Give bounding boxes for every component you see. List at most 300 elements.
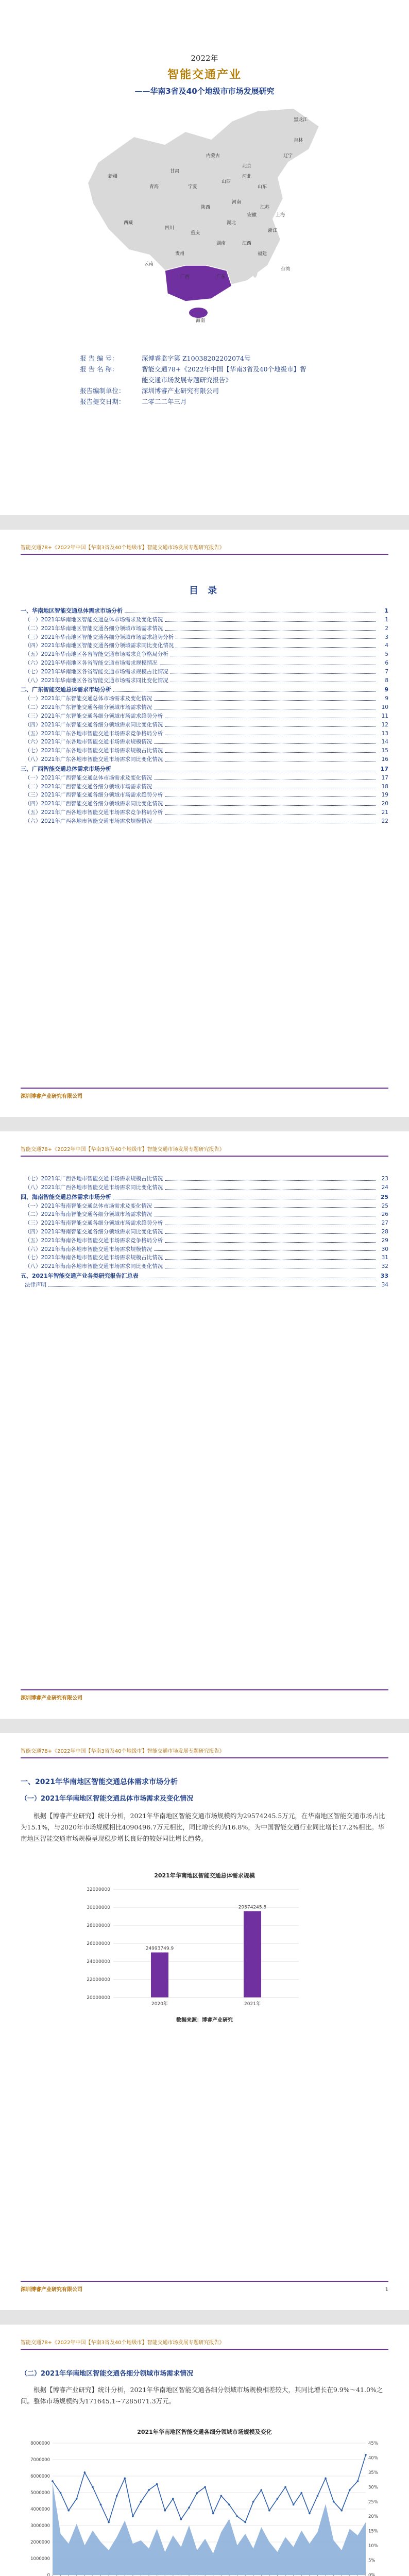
toc-leader-dots: [165, 1236, 376, 1243]
map-province-label: 甘肃: [170, 169, 180, 174]
toc-entry[interactable]: [21, 1253, 388, 1262]
toc-page-number: 26: [381, 1211, 388, 1218]
cover-info-row: [80, 396, 312, 407]
y-tick-label: 24000000: [87, 1959, 110, 1964]
x-tick-label: 2020年: [151, 2002, 168, 2007]
toc-leader-dots: [48, 1281, 376, 1287]
growth-point-6: [100, 2504, 102, 2506]
cover-info-row: [80, 364, 312, 385]
toc-entry[interactable]: [21, 747, 388, 755]
toc-leader-dots: [113, 1192, 376, 1199]
toc-page-number: 8: [385, 677, 388, 684]
toc-leader-dots: [165, 1228, 376, 1234]
y-left-tick-label: 2000000: [30, 2540, 50, 2545]
toc-page-number: 12: [381, 721, 388, 728]
bar-value-label: 29574245.5: [238, 1905, 267, 1910]
map-province-label: 黑龙江: [294, 117, 308, 123]
toc-entry-text: （四）2021年广西智能交通各细分领域需求同比变化情况: [25, 801, 163, 807]
toc-entry-text: （五）2021年广西各地市智能交通市场需求竞争格局分析: [25, 809, 163, 816]
growth-point-19: [204, 2486, 206, 2488]
toc-entry-text: （七）2021年华南地区各省智能交通市场需求规模占比情况: [25, 668, 168, 675]
toc-entry[interactable]: [21, 1228, 388, 1236]
toc-entry-text: 二、广东智能交通总体需求市场分析: [21, 686, 111, 693]
toc-entry-text: （六）2021年海南各地市智能交通市场需求规模情况: [25, 1246, 152, 1252]
toc-page-number: 19: [381, 792, 388, 799]
toc-entry[interactable]: [21, 808, 388, 817]
map-province-label: 广东: [216, 275, 226, 280]
growth-point-28: [277, 2498, 279, 2500]
growth-point-14: [164, 2510, 166, 2512]
map-province-label: 陕西: [201, 205, 211, 210]
toc-page-number: 25: [381, 1202, 388, 1209]
toc-entry-text: （八）2021年华南地区各省智能交通市场需求同比变化情况: [25, 677, 168, 684]
map-province-label: 湖南: [216, 241, 226, 246]
growth-point-29: [284, 2486, 286, 2488]
toc-entry-text: （一）2021年华南地区智能交通总体市场需求及变化情况: [25, 617, 163, 623]
chart-title: 2021年华南地区智能交通各细分领域市场规模及变化: [137, 2429, 272, 2435]
toc-leader-dots: [154, 1210, 376, 1216]
toc-page-number: 5: [385, 651, 388, 658]
toc-page-number: 31: [381, 1255, 388, 1261]
toc-entry[interactable]: [21, 1245, 388, 1254]
map-province-label: 内蒙古: [206, 154, 220, 159]
section-heading: 一、2021年华南地区智能交通总体需求市场分析: [21, 1778, 178, 1786]
toc-page-2: [0, 1131, 409, 1719]
toc-leader-dots: [165, 1262, 376, 1268]
growth-point-27: [268, 2510, 270, 2512]
map-province-label: 福建: [258, 251, 267, 257]
page-header: 智能交通78+《2022年中国【华南3省及40个地级市】智能交通市场发展专题研究报告》: [21, 2338, 388, 2350]
toc-chapter[interactable]: [21, 685, 388, 694]
growth-point-13: [156, 2483, 158, 2485]
growth-point-16: [180, 2518, 182, 2520]
toc-entry-text: （八）2021年海南各地市智能交通市场需求同比变化情况: [25, 1263, 163, 1270]
cover-title: 智能交通产业: [167, 69, 242, 81]
page-footer: 深圳博睿产业研究有限公司: [21, 2281, 388, 2293]
toc-leader-dots: [165, 800, 376, 806]
map-province-label: 北京: [242, 164, 252, 169]
toc-entry[interactable]: [21, 817, 388, 826]
toc-page-number: 28: [381, 1228, 388, 1235]
page-header: 智能交通78+《2022年中国【华南3省及40个地级市】智能交通市场发展专题研究报告》: [21, 1747, 388, 1758]
toc-entry[interactable]: [21, 676, 388, 685]
toc-leader-dots: [165, 730, 376, 736]
growth-point-26: [261, 2489, 263, 2491]
toc-leader-dots: [154, 694, 376, 701]
cover-info-value: 深圳博睿产业研究有限公司: [142, 387, 219, 395]
y-left-tick-label: 8000000: [30, 2441, 50, 2446]
x-tick-label: 2021年: [244, 2002, 261, 2007]
cover-info-block: [80, 353, 312, 407]
toc-leader-dots: [154, 1245, 376, 1251]
toc-page-number: 22: [381, 818, 388, 824]
cover-info-label: 报 告 编 号：: [80, 354, 118, 362]
growth-point-7: [108, 2521, 110, 2523]
y-left-tick-label: 6000000: [30, 2474, 50, 2479]
y-right-tick-label: 20%: [368, 2514, 378, 2520]
toc-entry[interactable]: [21, 650, 388, 659]
growth-point-23: [236, 2515, 238, 2517]
toc-entry-text: （八）2021年广东各地市智能交通市场需求同比变化情况: [25, 756, 163, 762]
toc-leader-dots: [154, 774, 376, 780]
page-gap: [0, 2310, 409, 2325]
toc-page-number: 9: [385, 696, 388, 702]
toc-leader-dots: [171, 676, 376, 683]
toc-leader-dots: [125, 606, 376, 613]
growth-point-25: [252, 2501, 254, 2503]
toc-page-number: 23: [381, 1176, 388, 1182]
toc-leader-dots: [165, 1219, 376, 1225]
growth-point-15: [172, 2498, 174, 2500]
y-right-tick-label: 25%: [368, 2499, 378, 2505]
map-province-label: 台湾: [281, 267, 291, 272]
toc-entry[interactable]: [21, 616, 388, 624]
page-gap: [0, 515, 409, 530]
toc-page-number: 27: [381, 1220, 388, 1227]
toc-entry-text: （四）2021年广东智能交通各细分领域需求同比变化情况: [25, 721, 163, 728]
subsection-heading: （二）2021年华南地区智能交通各细分领域市场需求情况: [21, 2370, 194, 2378]
page-gap: [0, 1117, 409, 1131]
growth-point-38: [357, 2480, 359, 2482]
toc-entry-text: （三）2021年广东智能交通各细分领域市场需求趋势分析: [25, 713, 163, 719]
page-gap: [0, 1719, 409, 1733]
toc-entry[interactable]: [21, 633, 388, 642]
toc-entry[interactable]: [21, 800, 388, 808]
toc-entry[interactable]: [21, 783, 388, 791]
cover-info-value: 二零二二年三月: [142, 398, 187, 405]
toc-page-number: 13: [381, 730, 388, 737]
toc-page-number: 4: [385, 642, 388, 649]
cover-info-row: [80, 385, 312, 396]
growth-point-12: [148, 2489, 150, 2491]
toc-leader-dots: [165, 624, 376, 631]
toc-entry-text: （六）2021年广西各地市智能交通市场需求规模情况: [25, 818, 152, 824]
toc-entry-text: 四、海南智能交通总体需求市场分析: [21, 1193, 111, 1200]
toc-entry-text: （六）2021年华南地区各省智能交通市场需求规模情况: [25, 659, 158, 666]
y-left-tick-label: 0: [47, 2573, 50, 2576]
toc-page-1: [0, 530, 409, 1117]
cover-info-row: [80, 353, 312, 364]
y-right-tick-label: 35%: [368, 2470, 378, 2476]
growth-point-37: [349, 2489, 351, 2491]
toc-entry-text: （二）2021年广东智能交通各细分领域市场需求情况: [25, 704, 152, 711]
toc-entry-text: （七）2021年广东各地市智能交通市场需求规模占比情况: [25, 748, 163, 754]
map-province-label: 安徽: [247, 213, 257, 218]
map-province-label: 新疆: [108, 174, 118, 179]
growth-point-0: [52, 2480, 54, 2482]
map-province-label: 海南: [196, 318, 206, 324]
growth-point-8: [116, 2495, 118, 2497]
toc-page-number: 17: [380, 765, 388, 772]
toc-entry[interactable]: [21, 738, 388, 747]
toc-leader-dots: [154, 783, 376, 789]
toc-entry-text: （三）2021年华南地区智能交通各细分领域市场需求趋势分析: [25, 634, 174, 640]
toc-entry[interactable]: [21, 791, 388, 800]
toc-page-number: 7: [385, 668, 388, 675]
toc-leader-dots: [176, 633, 376, 639]
toc-chapter[interactable]: [21, 1192, 388, 1202]
growth-point-24: [244, 2521, 246, 2523]
y-left-tick-label: 1000000: [30, 2556, 50, 2562]
y-right-tick-label: 0%: [368, 2573, 376, 2576]
cover-info-label: 报告编制单位：: [80, 387, 125, 395]
content-page-1: [0, 1733, 409, 2310]
growth-point-17: [188, 2506, 190, 2509]
chart-title: 2021年华南地区智能交通总体需求规模: [154, 1872, 255, 1879]
growth-point-3: [76, 2498, 78, 2500]
toc-entry-text: （一）2021年广东智能交通总体市场需求及变化情况: [25, 696, 152, 702]
y-tick-label: 30000000: [87, 1905, 110, 1910]
toc-leader-dots: [154, 738, 376, 744]
map-province-label: 重庆: [191, 231, 200, 236]
toc-leader-dots: [165, 1183, 376, 1190]
map-province-label: 四川: [165, 226, 175, 231]
map-province-label: 云南: [144, 262, 154, 267]
toc-entry[interactable]: [21, 703, 388, 712]
toc-page-number: 9: [384, 686, 388, 693]
growth-rate-line-series: [53, 2455, 366, 2522]
growth-point-32: [309, 2513, 311, 2515]
y-left-tick-label: 4000000: [30, 2507, 50, 2512]
growth-point-21: [220, 2495, 223, 2497]
growth-point-36: [340, 2510, 343, 2512]
map-province-label: 江苏: [260, 205, 270, 210]
toc-leader-dots: [165, 616, 376, 622]
toc-entry-text: （三）2021年广西智能交通各细分领域市场需求趋势分析: [25, 792, 163, 799]
toc-page-number: 1: [384, 607, 388, 614]
toc-leader-dots: [113, 764, 376, 771]
toc-title: 目 录: [189, 585, 220, 596]
toc-leader-dots: [113, 685, 376, 692]
toc-page-number: 30: [381, 1246, 388, 1252]
chart-source: 数据来源：博睿产业研究: [176, 2018, 233, 2023]
toc-entry[interactable]: [21, 1202, 388, 1211]
y-left-tick-label: 5000000: [30, 2490, 50, 2496]
toc-leader-dots: [165, 747, 376, 753]
y-tick-label: 28000000: [87, 1923, 110, 1928]
map-province-label: 浙江: [268, 228, 278, 233]
growth-point-5: [92, 2486, 94, 2488]
toc-page-number: 10: [381, 704, 388, 711]
page-number: 1: [385, 2287, 388, 2293]
toc-entry-text: （四）2021年华南地区智能交通各细分领域需求同比变化情况: [25, 642, 174, 649]
map-province-label: 贵州: [175, 251, 185, 257]
growth-point-35: [333, 2501, 335, 2503]
toc-entry-text: （五）2021年华南地区各省智能交通市场需求竞争格局分析: [25, 651, 168, 658]
toc-page-number: 21: [381, 809, 388, 816]
map-province-label: 山东: [258, 184, 267, 190]
cover-info-value: 智能交通78+《2022年中国【华南3省及40个地级市】智能交通市场发展专题研究报告》: [142, 365, 306, 384]
toc-leader-dots: [154, 1202, 376, 1208]
cover-info-value: 深博睿监字第 Z10038202202074号: [142, 354, 251, 362]
toc-entry-text: 一、华南地区智能交通总体需求市场分析: [21, 607, 123, 614]
section-paragraph: 根据【博睿产业研究】统计分析，2021年华南地区智能交通市场规模约为29574245.5万元，在华南地区智能交通市场占比为15.1%，与2020年市场规模相比4090496.7万元相比，同比增长约为16.8%，为中国智能交通行业同比增长17.2%相比。华南地区智能交通市场规模呈现稳步增长良好的较好同比增长趋势。: [21, 1812, 385, 1842]
toc-entry-text: 法律声明: [25, 1281, 46, 1288]
toc-leader-dots: [165, 721, 376, 727]
toc-page-number: 2: [385, 625, 388, 632]
map-province-label: 河北: [242, 174, 252, 179]
toc-leader-dots: [171, 668, 376, 674]
toc-entry-text: （一）2021年广西智能交通总体市场需求及变化情况: [25, 774, 152, 781]
bar-value-label: 24993749.9: [145, 1946, 174, 1952]
toc-entry-text: （四）2021年海南智能交通各细分领域需求同比变化情况: [25, 1228, 163, 1235]
map-province-label: 湖北: [227, 221, 236, 226]
toc-page-number: 3: [385, 634, 388, 640]
toc-entry[interactable]: [21, 1219, 388, 1228]
toc-entry[interactable]: [21, 730, 388, 738]
toc-page-number: 18: [381, 783, 388, 790]
toc-leader-dots: [141, 1271, 376, 1278]
china-map-illustration: [77, 100, 335, 343]
y-left-tick-label: 7000000: [30, 2458, 50, 2463]
growth-point-9: [124, 2477, 126, 2479]
y-right-tick-label: 10%: [368, 2544, 378, 2549]
page-header: 智能交通78+《2022年中国【华南3省及40个地级市】智能交通市场发展专题研究报告》: [21, 1145, 388, 1157]
growth-point-39: [365, 2454, 367, 2456]
growth-point-11: [140, 2501, 142, 2503]
growth-point-31: [300, 2492, 302, 2494]
toc-entry[interactable]: [21, 1281, 388, 1290]
toc-entry[interactable]: [21, 712, 388, 721]
toc-entry[interactable]: [21, 659, 388, 668]
y-right-tick-label: 40%: [368, 2455, 378, 2461]
y-right-tick-label: 15%: [368, 2529, 378, 2534]
page-footer: 深圳博睿产业研究有限公司: [21, 1088, 388, 1099]
toc-leader-dots: [165, 712, 376, 718]
toc-entry-text: （二）2021年海南智能交通各细分领域市场需求情况: [25, 1211, 152, 1218]
toc-entry[interactable]: [21, 624, 388, 633]
toc-leader-dots: [154, 703, 376, 709]
y-tick-label: 26000000: [87, 1941, 110, 1946]
y-tick-label: 22000000: [87, 1977, 110, 1982]
y-right-tick-label: 45%: [368, 2441, 378, 2446]
toc-entry-text: （三）2021年海南智能交通各细分领域市场需求趋势分析: [25, 1220, 163, 1227]
toc-entry[interactable]: [21, 694, 388, 703]
toc-entry-text: （六）2021年广东各地市智能交通市场需求规模情况: [25, 739, 152, 745]
toc-entry-text: （八）2021年广西各地市智能交通市场需求同比变化情况: [25, 1184, 163, 1191]
toc-entry[interactable]: [21, 755, 388, 764]
bar-0: [151, 1953, 168, 1997]
toc-list-1: [21, 606, 388, 826]
toc-page-number: 20: [381, 801, 388, 807]
toc-entry[interactable]: [21, 668, 388, 676]
toc-page-number: 6: [385, 659, 388, 666]
growth-point-33: [317, 2495, 319, 2497]
growth-point-2: [67, 2510, 70, 2512]
toc-leader-dots: [176, 641, 376, 648]
growth-point-18: [196, 2492, 198, 2494]
cover-page: [0, 0, 409, 515]
cover-year: 2022年: [191, 54, 218, 63]
toc-entry-text: （二）2021年华南地区智能交通各细分领域市场需求情况: [25, 625, 163, 632]
toc-entry[interactable]: [21, 1183, 388, 1192]
y-right-tick-label: 5%: [368, 2558, 376, 2564]
toc-page-number: 16: [381, 756, 388, 762]
subsection-heading: （一）2021年华南地区智能交通总体市场需求及变化情况: [21, 1795, 194, 1803]
toc-page-number: 24: [381, 1184, 388, 1191]
toc-entry-text: （一）2021年海南智能交通总体市场需求及变化情况: [25, 1202, 152, 1209]
toc-page-number: 11: [381, 713, 388, 719]
toc-list-2: [21, 1175, 388, 1290]
total-demand-bar-chart: [52, 1882, 357, 2010]
toc-page-number: 32: [381, 1263, 388, 1270]
toc-entry-text: 三、广西智能交通总体需求市场分析: [21, 765, 111, 772]
toc-leader-dots: [165, 808, 376, 815]
growth-point-1: [60, 2492, 62, 2494]
toc-entry[interactable]: [21, 721, 388, 730]
toc-page-number: 33: [380, 1272, 388, 1279]
toc-leader-dots: [154, 817, 376, 823]
y-tick-label: 20000000: [87, 1995, 110, 2001]
y-left-tick-label: 3000000: [30, 2523, 50, 2529]
map-province-label: 河南: [232, 200, 242, 205]
toc-entry-text: （二）2021年广西智能交通各细分领域市场需求情况: [25, 783, 152, 790]
toc-page-number: 25: [380, 1193, 388, 1200]
toc-entry[interactable]: [21, 1262, 388, 1271]
page-footer: 深圳博睿产业研究有限公司: [21, 1689, 388, 1701]
toc-entry-text: （七）2021年广西各地市智能交通市场需求规模占比情况: [25, 1176, 163, 1182]
toc-entry[interactable]: [21, 641, 388, 650]
toc-page-number: 1: [385, 617, 388, 623]
cover-info-label: 报告提交日期：: [80, 398, 125, 405]
map-province-label: 江西: [242, 241, 252, 246]
toc-entry-text: （七）2021年海南各地市智能交通市场需求规模占比情况: [25, 1255, 163, 1261]
toc-page-number: 17: [381, 774, 388, 781]
map-province-label: 辽宁: [283, 154, 293, 159]
market-size-area-series: [53, 2483, 366, 2575]
growth-point-22: [228, 2504, 230, 2506]
toc-leader-dots: [165, 1175, 376, 1181]
segment-area-line-chart: [21, 2437, 388, 2576]
toc-entry-text: （五）2021年广东各地市智能交通市场需求竞争格局分析: [25, 730, 163, 737]
toc-chapter[interactable]: [21, 606, 388, 616]
toc-page-number: 29: [381, 1237, 388, 1244]
growth-point-34: [325, 2477, 327, 2479]
growth-point-20: [212, 2513, 214, 2515]
toc-entry[interactable]: [21, 1236, 388, 1245]
y-tick-label: 32000000: [87, 1887, 110, 1892]
toc-leader-dots: [165, 1253, 376, 1260]
toc-entry[interactable]: [21, 1175, 388, 1183]
toc-leader-dots: [171, 650, 376, 656]
toc-page-number: 14: [381, 739, 388, 745]
growth-point-4: [84, 2471, 86, 2473]
section-paragraph: 根据【博睿产业研究】统计分析，2021年华南地区智能交通各细分领域市场规模相差较大，其同比增长在9.9%～41.0%之间。整体市场规模约为171645.1~7285071.3万元。: [21, 2386, 383, 2405]
toc-chapter[interactable]: [21, 764, 388, 774]
map-province-label: 西藏: [124, 221, 133, 226]
map-province-label: 上海: [276, 213, 285, 218]
toc-entry-text: 五、2021年智能交通产业各类研究报告汇总表: [21, 1272, 139, 1279]
y-right-tick-label: 30%: [368, 2485, 378, 2490]
toc-leader-dots: [160, 659, 376, 665]
toc-entry-text: （五）2021年海南各地市智能交通市场需求竞争格局分析: [25, 1237, 163, 1244]
bar-1: [244, 1911, 261, 1997]
map-province-label: 吉林: [294, 138, 303, 143]
content-page-2: [0, 2325, 409, 2576]
cover-subtitle: ——华南3省及40个地级市市场发展研究: [134, 87, 275, 96]
cover-info-label: 报 告 名 称：: [80, 365, 118, 373]
growth-point-10: [132, 2515, 134, 2517]
toc-chapter[interactable]: [21, 1271, 388, 1281]
growth-point-30: [293, 2504, 295, 2506]
toc-leader-dots: [165, 791, 376, 797]
map-province-label: 青海: [149, 184, 159, 190]
map-province-label: 广西: [180, 275, 190, 280]
toc-entry[interactable]: [21, 774, 388, 783]
map-province-label: 山西: [221, 179, 231, 184]
toc-entry[interactable]: [21, 1210, 388, 1219]
toc-page-number: 15: [381, 748, 388, 754]
